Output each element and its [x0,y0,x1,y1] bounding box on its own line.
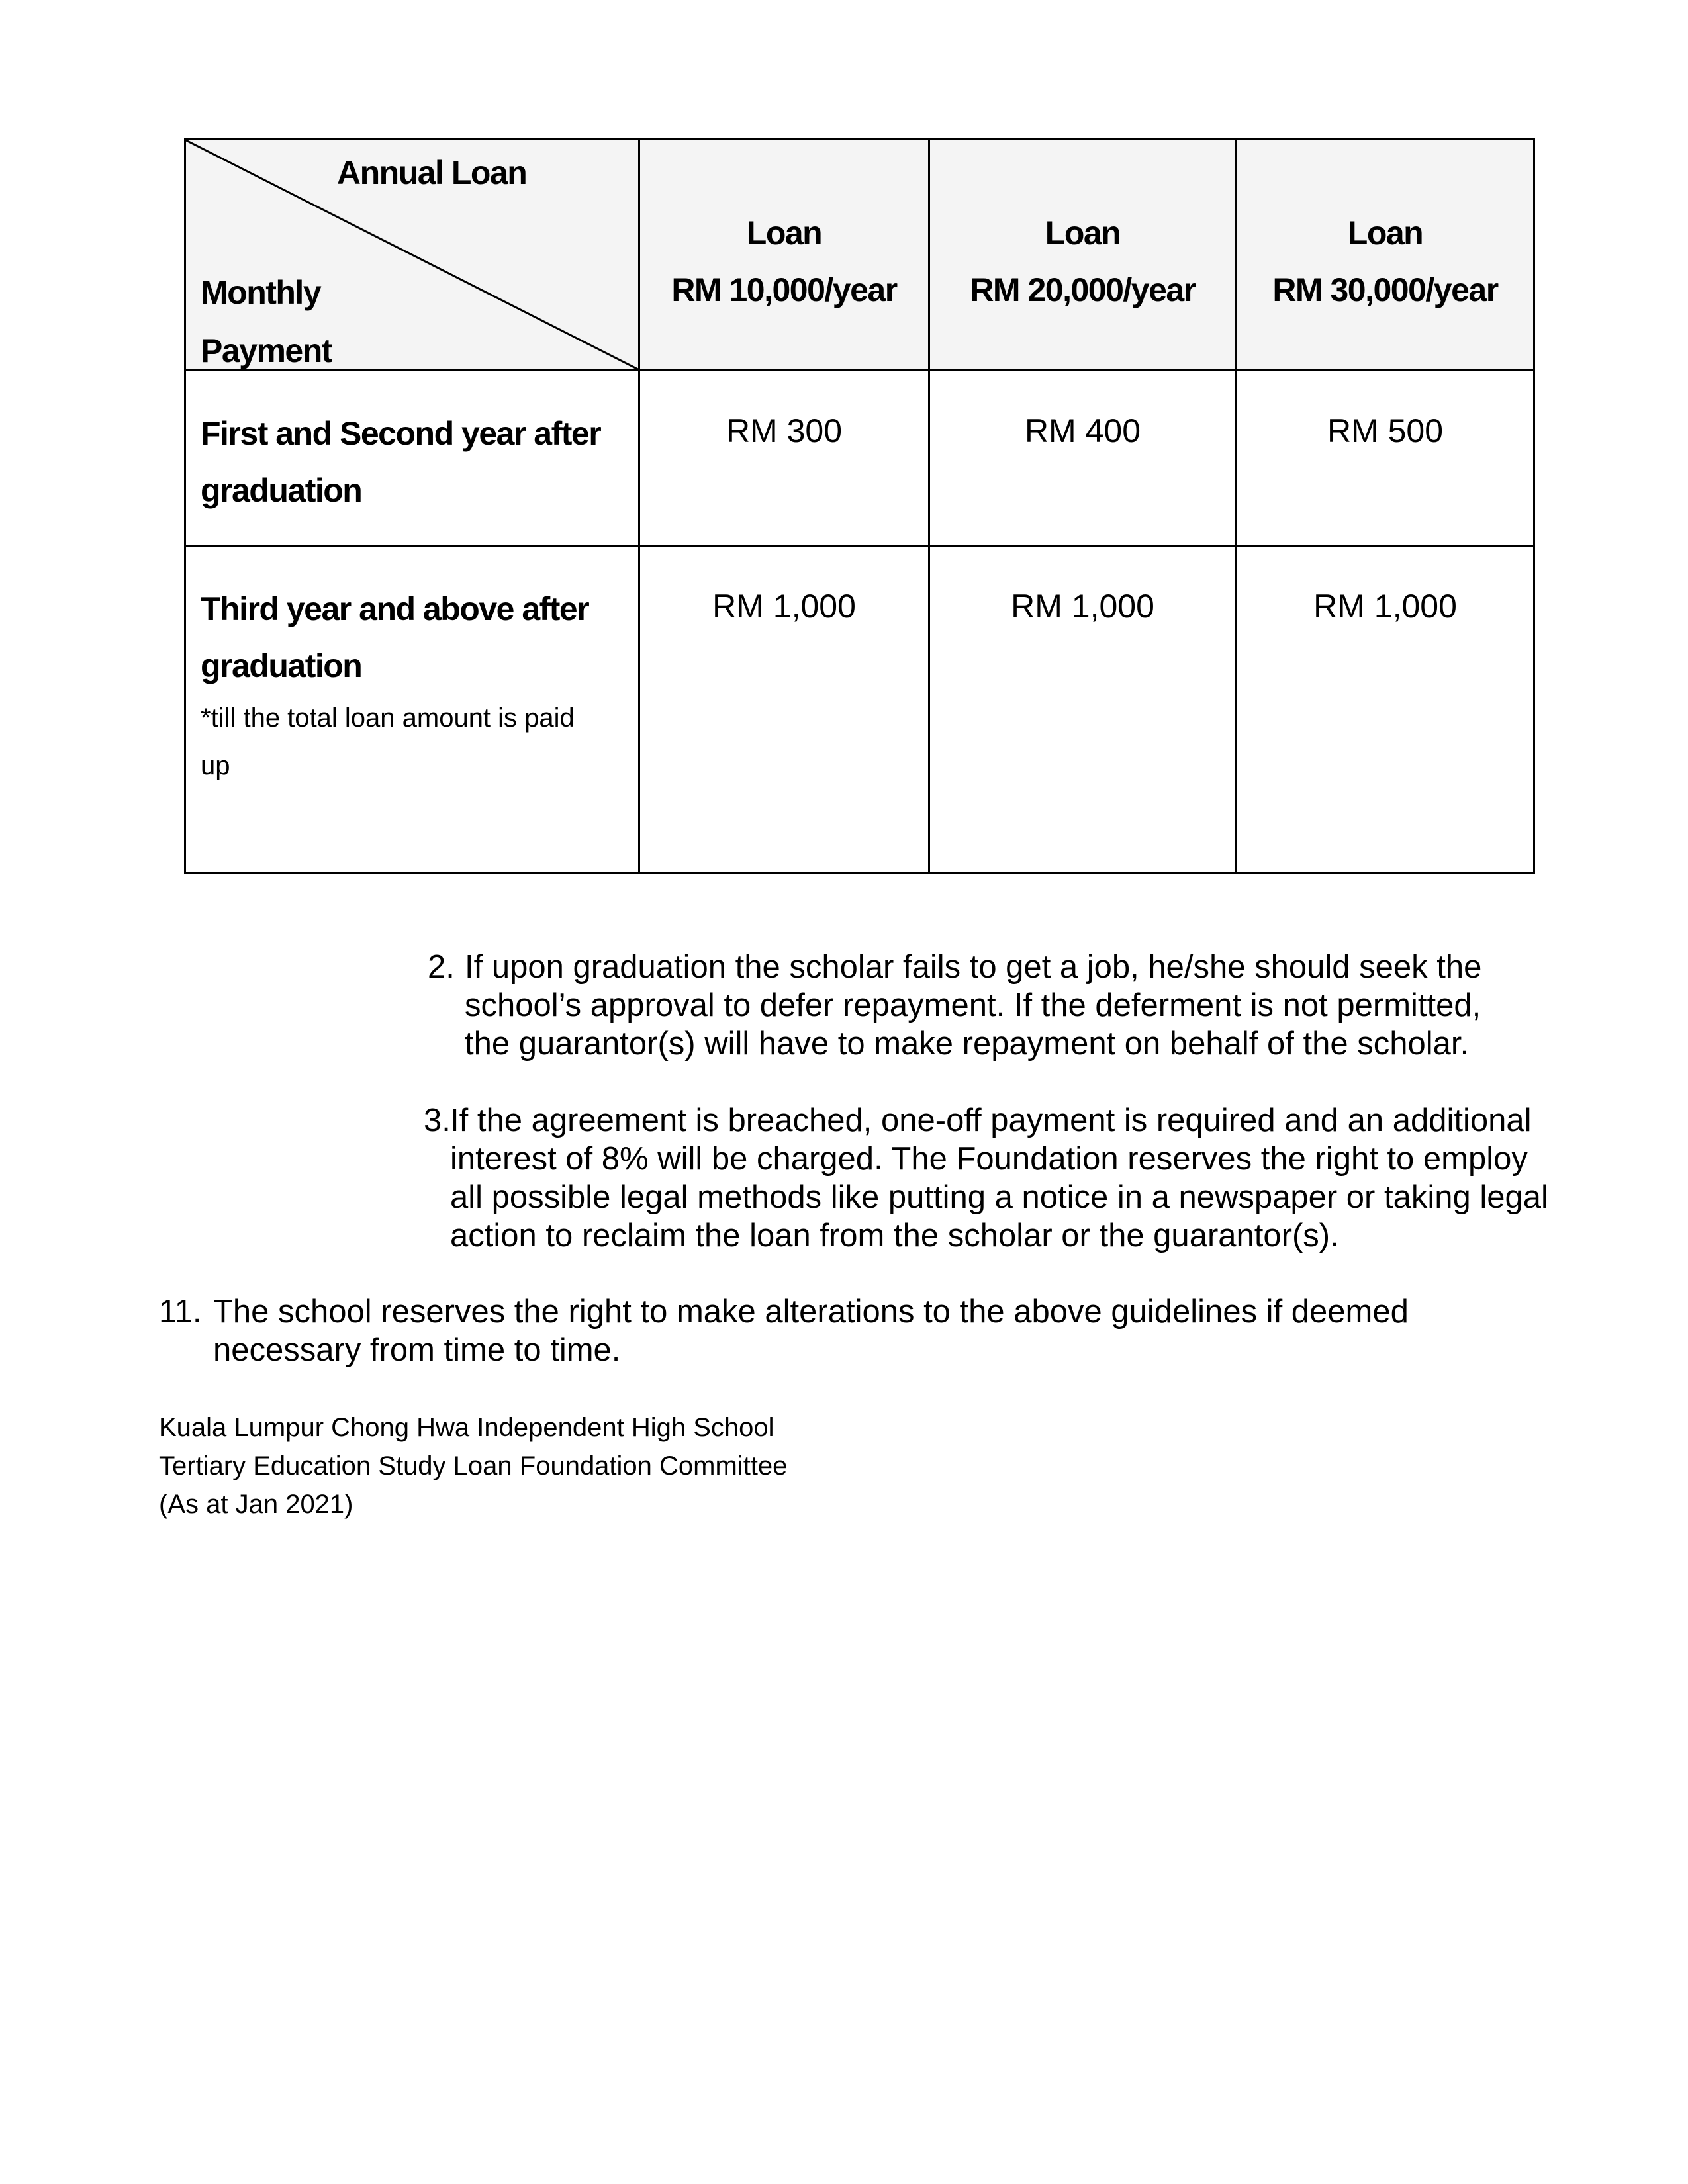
row-label-first-second-year: First and Second year after graduation [185,371,639,546]
loan-repayment-table [184,138,1535,874]
table-cell-value: RM 500 [1237,371,1534,546]
list-item-number: 2. [428,949,455,985]
row-note: *till the total loan amount is paid up [201,704,575,780]
list-item-text: The school reserves the right to make alterations to the above guidelines if deemed necessary from time to time. [213,1294,1409,1368]
corner-monthly-payment-label: Monthly Payment [201,274,332,369]
footer-date: (As at Jan 2021) [159,1490,353,1519]
column-header-loan-10000: Loan RM 10,000/year [639,140,929,371]
table-corner-cell [185,140,639,371]
column-header-loan-30000: Loan RM 30,000/year [1237,140,1534,371]
footer-school-name: Kuala Lumpur Chong Hwa Independent High School [159,1413,774,1442]
list-item-text: If upon graduation the scholar fails to get a job, he/she should seek the school’s approval to defer repayment. If the deferment is not permitted, the guarantor(s) will have to make repayment on behalf of the scholar. [465,949,1482,1062]
table-cell-value: RM 400 [929,371,1237,546]
list-item-number: 3. [424,1103,451,1138]
table-cell-value: RM 300 [639,371,929,546]
row-label-third-year-above: Third year and above after graduation *till the total loan amount is paid up [185,546,639,874]
table-header-row [185,140,1534,371]
corner-annual-loan-label: Annual Loan [337,154,527,191]
table-cell-value: RM 1,000 [929,546,1237,874]
list-item-number: 11. [159,1294,202,1330]
footer-committee-name: Tertiary Education Study Loan Foundation Committee [159,1451,788,1480]
list-item-text: If the agreement is breached, one-off payment is required and an additional interest of 8% will be charged. The Foundation reserves the right to employ all possible legal methods like putting a notice in a newspaper or taking legal action to reclaim the loan from the scholar or the guarantor(s). [450,1103,1548,1253]
table-row [185,546,1534,874]
table-cell-value: RM 1,000 [1237,546,1534,874]
column-header-loan-20000: Loan RM 20,000/year [929,140,1237,371]
document-footer [159,1408,787,1524]
table-cell-value: RM 1,000 [639,546,929,874]
table-row [185,371,1534,546]
